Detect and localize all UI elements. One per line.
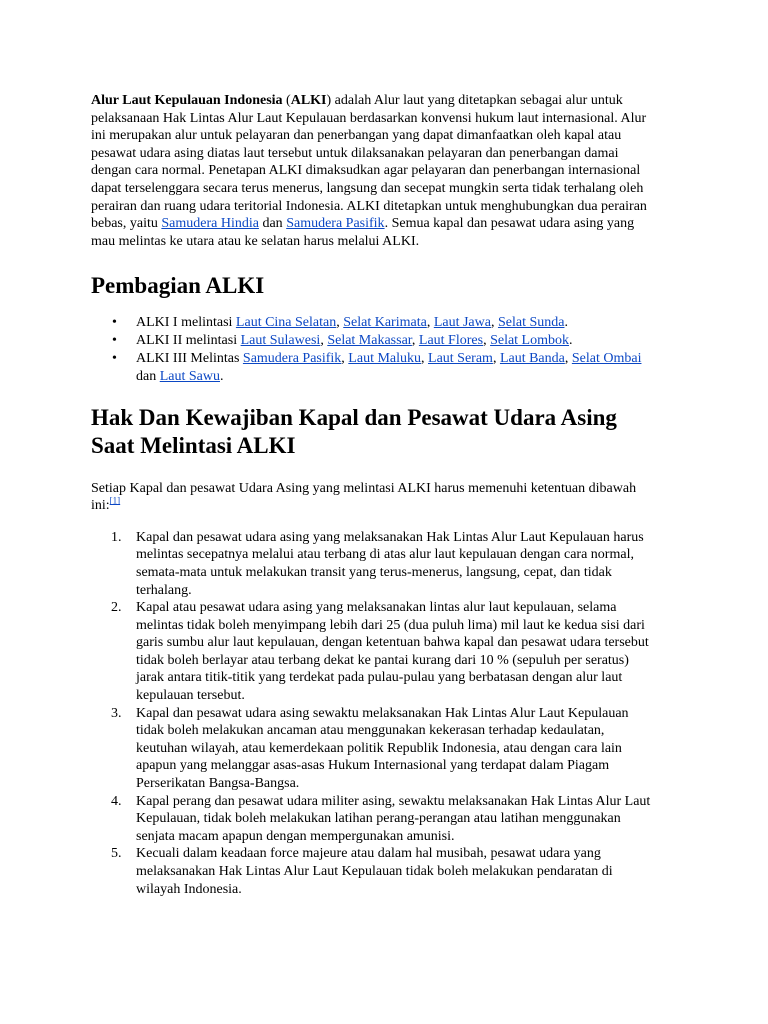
rule-text: Kapal atau pesawat udara asing yang melaksanakan lintas alur laut kepulauan, selama melintas tidak boleh menyimpang lebih dari 25 (dua puluh lima) mil laut ke kedua sisi dari garis sumbu alur laut kepulauan, dengan ketentuan bahwa kapal dan pesawat udara tersebut tidak boleh berlayar atau terbang dekat ke pantai kurang dari 10 % (sepuluh per seratus) jarak antara titik-titik yang terdekat pada pulau-pulau yang berbatasan dengan alur laut kepulauan tersebut. — [136, 600, 649, 704]
rules-intro-paragraph — [91, 480, 651, 515]
link-laut-sulawesi[interactable]: Laut Sulawesi — [240, 333, 321, 349]
link-laut-seram[interactable]: Laut Seram — [428, 350, 493, 366]
separator: , — [492, 350, 500, 366]
link-laut-banda[interactable]: Laut Banda — [499, 350, 565, 366]
separator: , — [490, 315, 498, 331]
intro-text-3: . Semua kapal dan pesawat udara asing yang mau melintas ke utara atau ke selatan harus melalui ALKI. — [91, 216, 635, 249]
footnote-link[interactable]: [1] — [109, 495, 121, 506]
rule-item — [111, 599, 651, 705]
link-laut-sawu[interactable]: Laut Sawu — [159, 368, 220, 384]
separator: , — [483, 333, 491, 349]
list-item — [136, 314, 651, 332]
rule-item — [111, 705, 651, 793]
link-samudera-pasifik[interactable]: Samudera Pasifik — [242, 350, 342, 366]
separator: , — [564, 350, 572, 366]
separator: , — [426, 315, 434, 331]
intro-paren: ( — [282, 93, 291, 108]
link-selat-ombai[interactable]: Selat Ombai — [571, 350, 642, 366]
alki-route-list — [91, 314, 651, 385]
alki-route-label: ALKI II melintasi — [136, 333, 241, 349]
link-laut-cina-selatan[interactable]: Laut Cina Selatan — [235, 315, 337, 331]
rule-item — [111, 793, 651, 846]
rules-list — [91, 529, 651, 898]
rule-number: 4. — [111, 793, 122, 809]
alki-abbreviation: ALKI — [290, 93, 327, 108]
link-samudera-hindia[interactable]: Samudera Hindia — [161, 216, 259, 232]
link-laut-flores[interactable]: Laut Flores — [418, 333, 484, 349]
rule-number: 2. — [111, 600, 122, 616]
separator: dan — [136, 368, 160, 384]
link-laut-jawa[interactable]: Laut Jawa — [433, 315, 491, 331]
rule-number: 5. — [111, 846, 122, 862]
rule-text: Kapal dan pesawat udara asing yang melaksanakan Hak Lintas Alur Laut Kepulauan harus melintas secepatnya melalui atau terbang di atas alur laut kepulauan dengan cara normal, semata-mata untuk melakukan transit yang terus-menerus, langsung, cepat, dan tidak terhalang. — [136, 529, 644, 598]
list-item — [136, 332, 651, 350]
article-content — [91, 92, 651, 898]
intro-text-2: dan — [258, 216, 287, 232]
alki-route-label: ALKI III Melintas — [136, 350, 243, 366]
rule-text: Kecuali dalam keadaan force majeure atau dalam hal musibah, pesawat udara yang melaksanakan Hak Lintas Alur Laut Kepulauan tidak boleh melakukan pendaratan di wilayah Indonesia. — [136, 846, 613, 897]
rule-item — [111, 845, 651, 898]
rule-item — [111, 529, 651, 599]
link-selat-karimata[interactable]: Selat Karimata — [343, 315, 427, 331]
link-selat-lombok[interactable]: Selat Lombok — [490, 333, 569, 349]
alki-full-name: Alur Laut Kepulauan Indonesia — [91, 93, 283, 108]
rule-number: 3. — [111, 705, 122, 721]
list-item-suffix: . — [219, 368, 224, 384]
rule-number: 1. — [111, 529, 122, 545]
alki-route-label: ALKI I melintasi — [136, 315, 236, 331]
list-item — [136, 350, 651, 386]
heading-hak-dan-kewajiban: Hak Dan Kewajiban Kapal dan Pesawat Udara Asing Saat Melintasi ALKI — [91, 404, 617, 458]
heading-pembagian-alki: Pembagian ALKI — [91, 273, 265, 299]
rule-text: Kapal dan pesawat udara asing sewaktu melaksanakan Hak Lintas Alur Laut Kepulauan tidak boleh melakukan ancaman atau menggunakan kekerasan terhadap kedaulatan, keutuhan wilayah, atau kemerdekaan politik Republik Indonesia, atau dengan cara lain apapun yang melanggar asas-asas Hukum Internasional yang terdapat dalam Piagam Perserikatan Bangsa-Bangsa. — [136, 705, 629, 792]
intro-text-1: ) adalah Alur laut yang ditetapkan sebagai alur untuk pelaksanaan Hak Lintas Alur Laut Kepulauan berdasarkan konvensi hukum laut internasional. Alur ini merupakan alur untuk pelayaran dan penerbangan yang dapat dimanfaatkan oleh kapal atau pesawat udara asing diatas laut tersebut untuk dilaksanakan pelayaran dan penerbangan damai dengan cara normal. Penetapan ALKI dimaksudkan agar pelayaran dan penerbangan internasional dapat terselenggara secara terus menerus, langsung dan secepat mungkin serta tidak terhalang oleh perairan dan ruang udara teritorial Indonesia. ALKI ditetapkan untuk menghubungkan dua perairan bebas, yaitu — [91, 93, 647, 232]
separator: , — [336, 315, 344, 331]
list-item-suffix: . — [564, 315, 568, 331]
rule-text: Kapal perang dan pesawat udara militer asing, sewaktu melaksanakan Hak Lintas Alur Laut Kepulauan, tidak boleh melakukan latihan perang-perangan atau latihan menggunakan senjata macam apapun dengan mempergunakan amunisi. — [136, 793, 651, 844]
link-samudera-pasifik[interactable]: Samudera Pasifik — [286, 216, 385, 232]
link-selat-makassar[interactable]: Selat Makassar — [327, 333, 412, 349]
separator: , — [341, 350, 349, 366]
separator: , — [421, 350, 429, 366]
rules-intro-text: Setiap Kapal dan pesawat Udara Asing yang melintasi ALKI harus memenuhi ketentuan dibawah ini: — [91, 480, 637, 514]
link-laut-maluku[interactable]: Laut Maluku — [348, 350, 422, 366]
separator: , — [411, 333, 419, 349]
intro-paragraph — [91, 92, 651, 250]
link-selat-sunda[interactable]: Selat Sunda — [497, 315, 565, 331]
list-item-suffix: . — [569, 333, 573, 349]
separator: , — [320, 333, 328, 349]
